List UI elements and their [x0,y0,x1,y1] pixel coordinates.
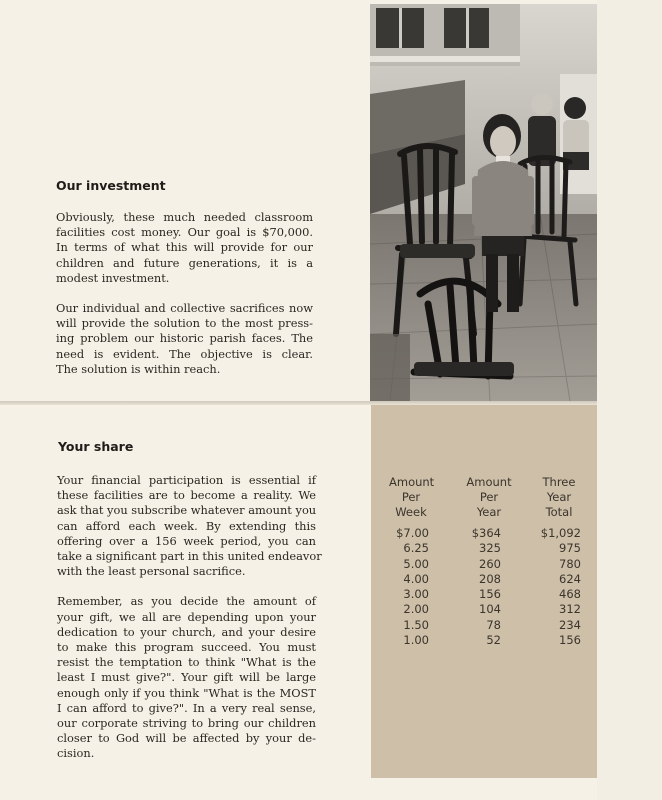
table-cell: 156 [479,587,501,602]
page-margin-strip [597,0,662,800]
text-line: these facilities are to become a reality. We [57,488,316,503]
table-cell: 325 [479,541,501,556]
text-line: closer to God will be affected by your de- [57,731,316,746]
share-heading: Your share [58,439,134,454]
column-header: Amount Per Year [466,475,512,519]
table-cell: $364 [471,526,501,540]
share-text [57,473,322,762]
text-line: can afford each week. By extending this [57,518,316,533]
text-line: I can afford to give?". In a very real sense, [57,700,316,715]
table-cell: $7.00 [396,526,429,540]
text-line: ask that you subscribe whatever amount you [57,503,317,518]
table-cell: 104 [479,602,501,617]
classroom-photo-illustration [370,4,597,401]
table-cell: 1.00 [403,633,429,648]
text-line: In terms of what this will provide for our [56,240,313,255]
text-line: modest investment. [56,270,170,285]
column-header: Three Year Total [542,475,576,519]
table-cell: 260 [479,556,501,571]
text-line: Your financial participation is essential if [57,473,316,487]
text-line: your gift, we all are depending upon your [57,609,316,624]
amount-per-year-column [466,475,512,648]
text-line: take a significant part in this united endeavor [57,549,322,564]
text-line: The solution is within reach. [56,361,221,376]
table-cell: 3.00 [403,587,429,602]
investment-paragraph-1 [56,210,313,286]
table-cell: 975 [559,541,581,556]
table-cell: 4.00 [403,571,429,586]
investment-paragraph-2 [56,301,313,377]
text-line: to make this program succeed. You must [57,640,316,655]
classroom-photo [370,4,597,401]
three-year-total-column [537,475,587,648]
text-line: cision. [57,746,95,761]
amount-per-week-column [389,475,433,648]
table-cell: 234 [559,617,581,632]
table-cell: 624 [559,571,581,586]
text-line: ing problem our historic parish faces. The [56,331,313,346]
text-line: enough only if you think "What is the MOST [57,685,316,700]
text-line: facilities cost money. Our goal is $70,000. [56,225,313,240]
table-cell: 2.00 [403,602,429,617]
share-paragraph-1 [57,473,322,579]
table-cell: 208 [479,571,501,586]
table-cell: 5.00 [403,556,429,571]
table-cell: 156 [559,633,581,648]
column-header: Amount Per Week [389,475,435,519]
text-line: Remember, as you decide the amount of [57,594,316,609]
table-cell: 78 [486,617,501,632]
text-line: Our individual and collective sacrifices now [56,301,313,316]
column-values [389,526,429,648]
share-paragraph-2 [57,594,316,761]
table-cell: $1,092 [540,526,581,540]
table-cell: 780 [559,556,581,571]
investment-heading: Our investment [56,178,166,193]
text-line: will provide the solution to the most press- [56,316,313,331]
table-cell: 1.50 [403,617,429,632]
text-line: offering over a 156 week period, you can [57,533,316,548]
table-cell: 52 [486,633,501,648]
text-line: Obviously, these much needed classroom [56,210,313,224]
column-values [466,526,501,648]
investment-text [56,210,313,377]
text-line: dedication to your church, and your desire [57,624,316,639]
text-line: with the least personal sacrifice. [57,564,246,579]
column-values [537,526,581,648]
table-cell: 468 [559,587,581,602]
text-line: least I must give?". Your gift will be large [57,670,316,685]
giving-table [371,405,597,778]
table-cell: 6.25 [403,541,429,556]
text-line: our corporate striving to bring our children [57,716,316,731]
text-line: resist the temptation to think "What is the [57,655,316,670]
text-line: need is evident. The objective is clear. [56,346,313,361]
table-cell: 312 [559,602,581,617]
text-line: children and future generations, it is a [56,255,313,270]
